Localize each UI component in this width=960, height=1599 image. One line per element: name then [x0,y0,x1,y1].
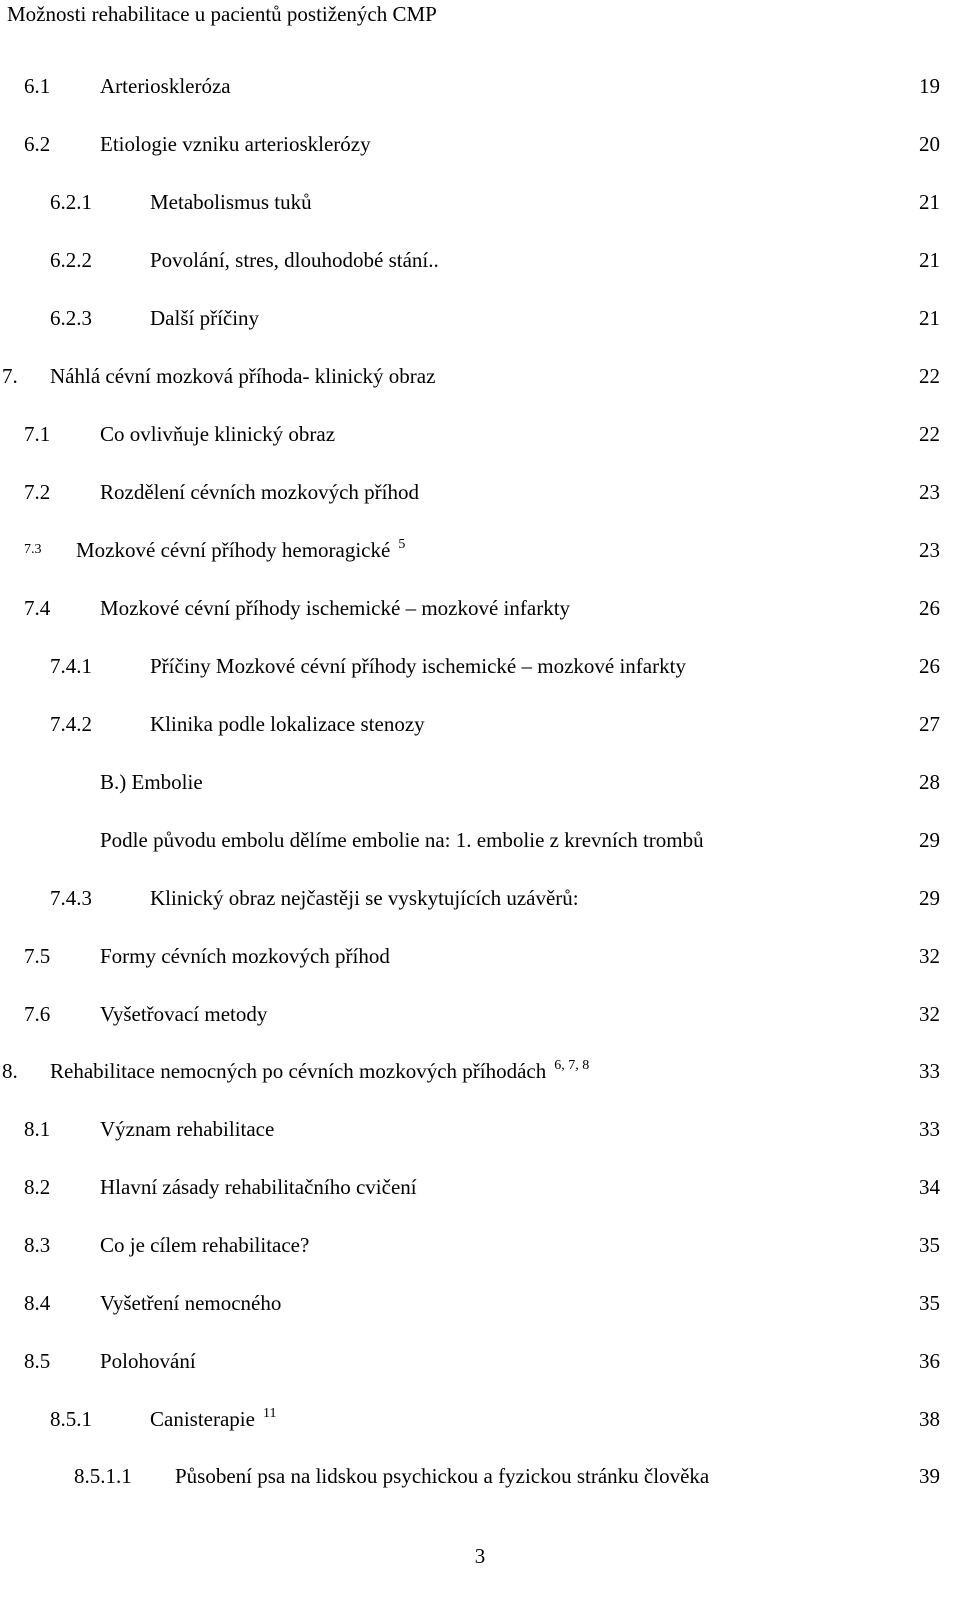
toc-entry-page: 38 [919,1407,940,1431]
toc-entry-page: 33 [919,1117,940,1141]
toc-entry-title [150,650,686,682]
toc-entry-title [150,186,312,218]
toc-entry-page: 23 [919,538,940,562]
toc-entry-title [100,418,335,450]
toc-entry-page: 39 [919,1464,940,1488]
toc-entry-reference: 6, 7, 8 [554,1058,590,1073]
toc-entry-page: 26 [919,654,940,678]
toc-entry-title-text: Vyšetřovací metody [100,1002,268,1026]
toc-entry-reference: 5 [398,537,406,552]
toc-entry-number: 8.3 [24,1233,51,1257]
toc-entry[interactable] [0,998,940,1030]
toc-entry-title [50,1055,589,1091]
toc-entry-title-text: Canisterapie [150,1407,255,1431]
toc-entry-title-text: Mozkové cévní příhody hemoragické [76,538,391,562]
toc-entry[interactable] [0,1113,940,1145]
toc-entry-title [100,476,419,508]
toc-entry[interactable] [0,70,940,102]
toc-entry-number: 6.2.3 [50,306,92,330]
toc-entry-page: 27 [919,712,940,736]
toc-entry-title [100,70,231,102]
toc-entry-title-text: Působení psa na lidskou psychickou a fyzickou stránku člověka [175,1464,710,1488]
toc-entry-number: 7.4.1 [50,654,92,678]
toc-entry-title [100,1287,281,1319]
toc-entry-title-text: Co je cílem rehabilitace? [100,1233,310,1257]
toc-entry-page: 21 [919,306,940,330]
toc-entry-number: 6.2 [24,132,51,156]
toc-entry-title-text: Hlavní zásady rehabilitačního cvičení [100,1175,417,1199]
toc-entry-title-text: Klinický obraz nejčastěji se vyskytujících uzávěrů: [150,886,579,910]
toc-entry-title [76,534,405,570]
toc-entry[interactable] [0,186,940,218]
toc-entry[interactable] [0,592,940,624]
toc-entry-title [100,766,203,798]
toc-entry-number: 8.2 [24,1175,51,1199]
toc-entry-number: 8.5.1 [50,1407,92,1431]
toc-entry-number: 8. [2,1059,18,1083]
toc-entry-title-text: Formy cévních mozkových příhod [100,944,390,968]
toc-entry-title-text: Povolání, stres, dlouhodobé stání.. [150,248,439,272]
toc-entry-number: 7.4.2 [50,712,92,736]
toc-entry-page: 19 [919,74,940,98]
toc-entry-page: 32 [919,1002,940,1026]
toc-entry-page: 21 [919,190,940,214]
toc-entry-number: 6.1 [24,74,51,98]
toc-entry-number: 8.5 [24,1349,51,1373]
toc-entry[interactable] [0,1460,940,1492]
toc-entry-number: 7.1 [24,422,51,446]
toc-entry-title-text: Vyšetření nemocného [100,1291,282,1315]
toc-entry-page: 21 [919,248,940,272]
toc-entry-title-text: Arterioskleróza [100,74,231,98]
toc-entry-title-text: Význam rehabilitace [100,1117,275,1141]
toc-entry-number: 7.6 [24,1002,51,1026]
toc-entry-page: 35 [919,1291,940,1315]
toc-entry-number: 8.4 [24,1291,51,1315]
toc-entry-title [100,1171,417,1203]
toc-entry-page: 29 [919,886,940,910]
toc-entry-number: 7.4 [24,596,51,620]
toc-entry-title [150,708,425,740]
toc-entry-title-text: Rozdělení cévních mozkových příhod [100,480,419,504]
toc-entry-title [100,1229,309,1261]
toc-entry-title-text: Podle původu embolu dělíme embolie na: 1. embolie z krevních trombů [100,828,704,852]
toc-entry-page: 29 [919,828,940,852]
toc-entry[interactable] [0,302,940,334]
toc-entry-title-text: B.) Embolie [100,770,203,794]
toc-entry-title-text: Rehabilitace nemocných po cévních mozkových příhodách [50,1059,547,1083]
toc-entry[interactable] [0,244,940,276]
toc-entry-page: 36 [919,1349,940,1373]
toc-entry[interactable] [0,1055,940,1087]
toc-entry-title-text: Polohování [100,1349,196,1373]
toc-entry-page: 34 [919,1175,940,1199]
toc-entry-page: 32 [919,944,940,968]
toc-entry-number: 7. [2,364,18,388]
toc-entry-title [150,1403,276,1439]
toc-entry[interactable] [0,1287,940,1319]
toc-entry-title [100,824,704,856]
toc-entry-title-text: Etiologie vzniku arteriosklerózy [100,132,371,156]
toc-entry-number: 7.2 [24,480,51,504]
toc-entry-page: 20 [919,132,940,156]
toc-entry[interactable] [0,650,940,682]
toc-entry-title-text: Co ovlivňuje klinický obraz [100,422,336,446]
toc-entry-title-text: Klinika podle lokalizace stenozy [150,712,425,736]
toc-entry[interactable] [0,1171,940,1203]
toc-entry[interactable] [0,766,940,798]
toc-entry-title [150,244,439,276]
toc-entry-reference: 11 [262,1406,277,1421]
toc-entry-title [100,940,390,972]
toc-entry[interactable] [0,882,940,914]
toc-entry-title-text: Metabolismus tuků [150,190,312,214]
toc-entry[interactable] [0,360,940,392]
toc-entry-title-text: Další příčiny [150,306,260,330]
toc-entry[interactable] [0,418,940,450]
toc-entry-title [100,1113,274,1145]
toc-entry[interactable] [0,940,940,972]
toc-entry-page: 23 [919,480,940,504]
toc-entry-title-text: Mozkové cévní příhody ischemické – mozkové infarkty [100,596,571,620]
toc-entry-title-text: Příčiny Mozkové cévní příhody ischemické – mozkové infarkty [150,654,686,678]
toc-entry-title [100,592,570,624]
toc-entry-title-text: Náhlá cévní mozková příhoda- klinický obraz [50,364,436,388]
toc-entry-page: 22 [919,422,940,446]
toc-entry-number: 6.2.1 [50,190,92,214]
toc-entry-page: 33 [919,1059,940,1083]
toc-entry-title [150,882,579,914]
toc-entry[interactable] [0,1345,940,1377]
toc-entry-title [100,1345,196,1377]
toc-entry[interactable] [0,824,940,856]
toc-entry-page: 26 [919,596,940,620]
toc-entry[interactable] [0,476,940,508]
toc-entry-page: 22 [919,364,940,388]
toc-entry[interactable] [0,708,940,740]
toc-entry-number: 6.2.2 [50,248,92,272]
toc-entry-page: 35 [919,1233,940,1257]
toc-entry[interactable] [0,1229,940,1261]
running-header: Možnosti rehabilitace u pacientů postižených CMP [7,2,437,26]
toc-entry-number: 8.1 [24,1117,51,1141]
toc-entry[interactable] [0,1403,940,1435]
toc-entry-number: 7.5 [24,944,51,968]
toc-entry-number: 8.5.1.1 [74,1464,132,1488]
toc-entry-title [100,998,267,1030]
page-number: 3 [474,1544,486,1568]
toc-entry[interactable] [0,128,940,160]
toc-entry-title [150,302,259,334]
toc-entry-page: 28 [919,770,940,794]
toc-entry-title [100,128,371,160]
toc-entry-title [50,360,435,392]
toc-entry-number: 7.4.3 [50,886,92,910]
toc-entry-number: 7.3 [24,542,42,557]
toc-entry-title [175,1460,709,1492]
toc-entry[interactable] [0,534,940,566]
